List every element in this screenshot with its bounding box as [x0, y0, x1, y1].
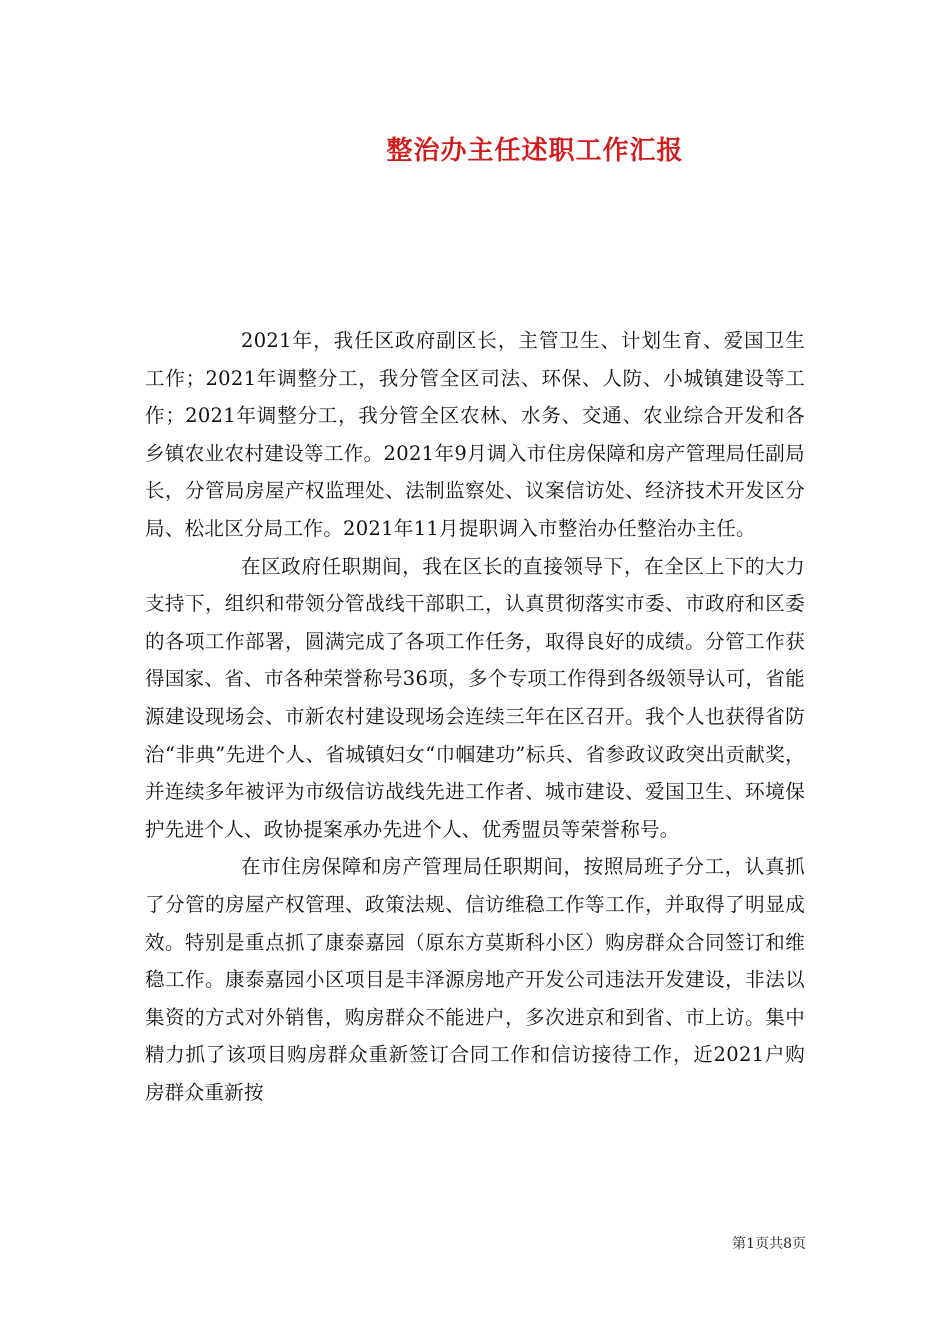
document-body: [145, 322, 805, 1111]
paragraph-2: 在区政府任职期间，我在区长的直接领导下，在全区上下的大力支持下，组织和带领分管战线干部职工，认真贯彻落实市委、市政府和区委的各项工作部署，圆满完成了各项工作任务，取得良好的成绩。分管工作获得国家、省、市各种荣誉称号36项，多个专项工作得到各级领导认可，省能源建设现场会、市新农村建设现场会连续三年在区召开。我个人也获得省防治“非典”先进个人、省城镇妇女“巾帼建功”标兵、省参政议政突出贡献奖，并连续多年被评为市级信访战线先进工作者、城市建设、爱国卫生、环境保护先进个人、政协提案承办先进个人、优秀盟员等荣誉称号。: [145, 554, 805, 841]
paragraph-3: 在市住房保障和房产管理局任职期间，按照局班子分工，认真抓了分管的房屋产权管理、政策法规、信访维稳工作等工作，并取得了明显成效。特别是重点抓了康泰嘉园（原东方莫斯科小区）购房群众合同签订和维稳工作。康泰嘉园小区项目是丰泽源房地产开发公司违法开发建设，非法以集资的方式对外销售，购房群众不能进户，多次进京和到省、市上访。集中精力抓了该项目购房群众重新签订合同工作和信访接待工作，近2021户购房群众重新按: [145, 855, 805, 1104]
page-number-footer: 第1页共8页: [732, 1236, 806, 1252]
paragraph-1: 2021年，我任区政府副区长，主管卫生、计划生育、爱国卫生工作；2021年调整分工，我分管全区司法、环保、人防、小城镇建设等工作；2021年调整分工，我分管全区农林、水务、交通、农业综合开发和各乡镇农业农村建设等工作。2021年9月调入市住房保障和房产管理局任副局长，分管局房屋产权监理处、法制监察处、议案信访处、经济技术开发区分局、松北区分局工作。2021年11月提职调入市整治办任整治办主任。: [145, 329, 805, 540]
document-title: 整治办主任述职工作汇报: [386, 136, 684, 166]
